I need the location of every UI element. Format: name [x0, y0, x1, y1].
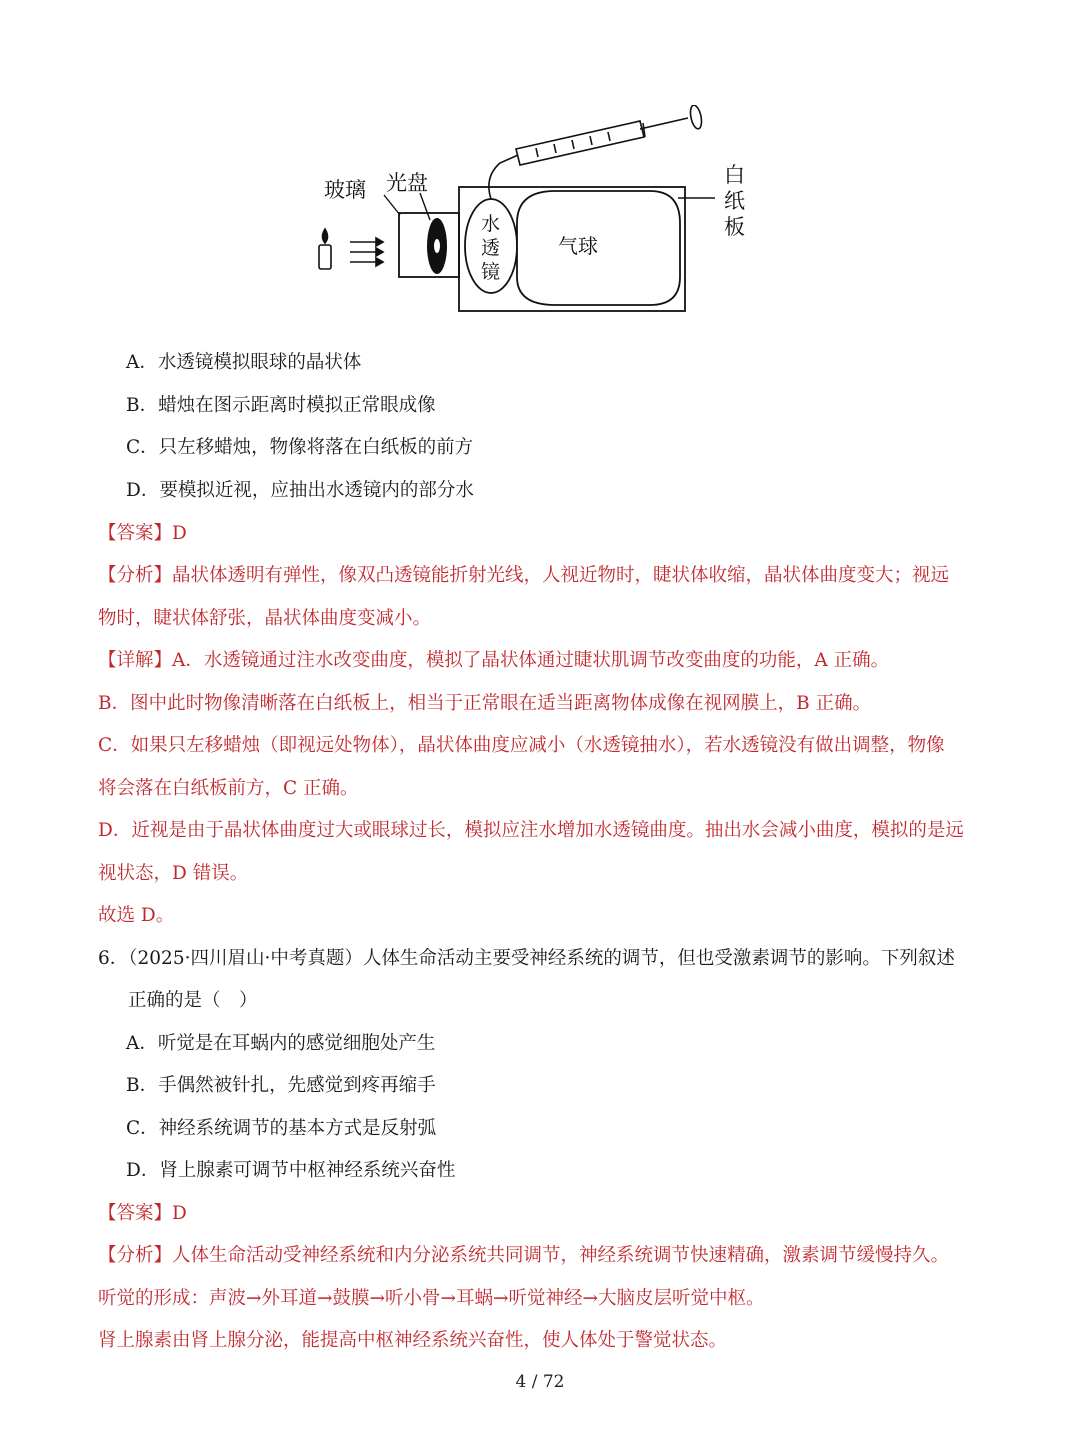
- q5-detail-line-4: 将会落在白纸板前方，C 正确。: [98, 778, 359, 799]
- q5-detail-line-3: C．如果只左移蜡烛（即视远处物体），晶状体曲度应减小（水透镜抽水），若水透镜没有做出调整，物像: [98, 735, 945, 756]
- q6-option-b: B．手偶然被针扎，先感觉到疼再缩手: [126, 1075, 436, 1096]
- label-board-1: 白: [724, 163, 745, 187]
- q6-stem-line-2: 正确的是（ ）: [128, 990, 258, 1011]
- label-disc: 光盘: [386, 171, 428, 195]
- q6-analysis-line-3: 肾上腺素由肾上腺分泌，能提高中枢神经系统兴奋性，使人体处于警觉状态。: [98, 1330, 728, 1351]
- label-board-3: 板: [724, 215, 745, 239]
- q5-analysis-line-1: 【分析】晶状体透明有弹性，像双凸透镜能折射光线，人视近物时，睫状体收缩，晶状体曲度变大；视远: [98, 565, 950, 586]
- q6-answer: 【答案】D: [98, 1203, 187, 1224]
- label-balloon: 气球: [558, 234, 598, 258]
- q5-option-c: C．只左移蜡烛，物像将落在白纸板的前方: [126, 437, 474, 458]
- q6-stem-line-1: 6．（2025·四川眉山·中考真题）人体生命活动主要受神经系统的调节，但也受激素调节的影响。下列叙述: [98, 948, 955, 969]
- q5-conclusion: 故选 D。: [98, 905, 175, 926]
- q5-analysis-line-2: 物时，睫状体舒张，晶状体曲度变减小。: [98, 608, 432, 629]
- eye-model-svg: [310, 105, 770, 320]
- label-glass: 玻璃: [324, 178, 366, 202]
- q5-option-b: B．蜡烛在图示距离时模拟正常眼成像: [126, 395, 436, 416]
- q5-detail-line-6: 视状态，D 错误。: [98, 863, 249, 884]
- label-water-lens-1: 水: [481, 213, 501, 235]
- q5-answer: 【答案】D: [98, 523, 187, 544]
- balloon-shape: [517, 191, 680, 305]
- q6-option-d: D．肾上腺素可调节中枢神经系统兴奋性: [126, 1160, 456, 1181]
- q6-option-c: C．神经系统调节的基本方式是反射弧: [126, 1118, 437, 1139]
- label-water-lens-3: 镜: [481, 261, 501, 283]
- q5-detail-line-2: B．图中此时物像清晰落在白纸板上，相当于正常眼在适当距离物体成像在视网膜上，B 正确。: [98, 693, 872, 714]
- q5-detail-line-1: 【详解】A．水透镜通过注水改变曲度，模拟了晶状体通过睫状肌调节改变曲度的功能，A 正确。: [98, 650, 890, 671]
- q5-detail-line-5: D．近视是由于晶状体曲度过大或眼球过长，模拟应注水增加水透镜曲度。抽出水会减小曲度，模拟的是远: [98, 820, 964, 841]
- syringe-icon: [489, 105, 704, 199]
- label-water-lens-2: 透: [481, 237, 501, 259]
- page-number: 4 / 72: [515, 1372, 565, 1392]
- light-rays-icon: [350, 238, 383, 266]
- label-board-2: 纸: [724, 189, 745, 213]
- disc-leader: [420, 193, 430, 220]
- q6-analysis-line-2: 听觉的形成：声波→外耳道→鼓膜→听小骨→耳蜗→听觉神经→大脑皮层听觉中枢。: [98, 1288, 765, 1309]
- q6-analysis-line-1: 【分析】人体生命活动受神经系统和内分泌系统共同调节，神经系统调节快速精确，激素调节缓慢持久。: [98, 1245, 950, 1266]
- candle-icon: [319, 229, 331, 269]
- eye-model-diagram: [310, 105, 770, 320]
- q6-option-a: A．听觉是在耳蜗内的感觉细胞处产生: [126, 1033, 436, 1054]
- glass-leader: [384, 195, 400, 215]
- q5-option-d: D．要模拟近视，应抽出水透镜内的部分水: [126, 480, 474, 501]
- disc-icon: [427, 218, 447, 274]
- q5-option-a: A．水透镜模拟眼球的晶状体: [126, 352, 362, 373]
